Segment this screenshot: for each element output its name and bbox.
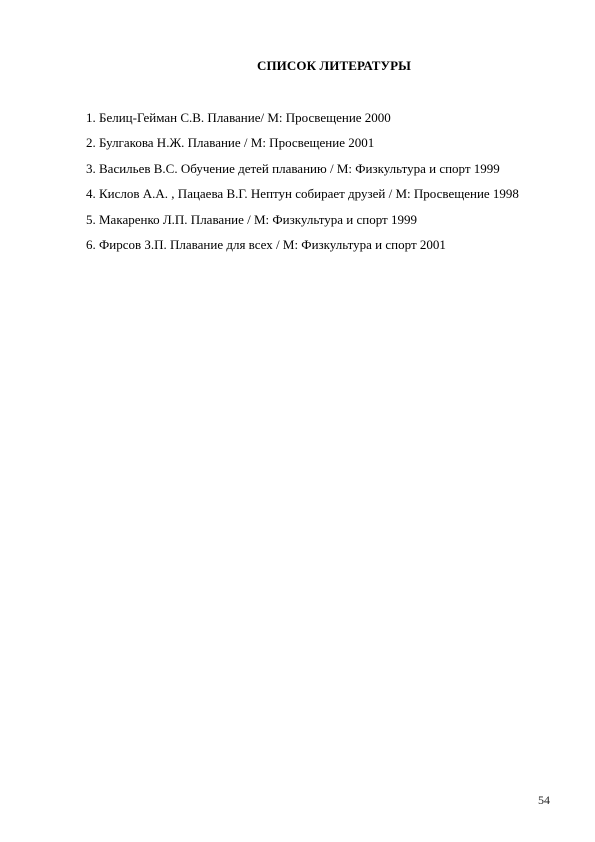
- page-number: 54: [538, 793, 550, 807]
- reference-item: 2. Булгакова Н.Ж. Плавание / М: Просвещение 2001: [86, 135, 375, 151]
- reference-item: 1. Белиц-Гейман С.В. Плавание/ М: Просвещение 2000: [86, 110, 391, 125]
- reference-item: 5. Макаренко Л.П. Плавание / М: Физкультура и спорт 1999: [86, 211, 417, 227]
- reference-item: 6. Фирсов З.П. Плавание для всех / М: Физкультура и спорт 2001: [86, 236, 446, 252]
- reference-list: [86, 110, 519, 262]
- page-title: СПИСОК ЛИТЕРАТУРЫ: [256, 58, 412, 73]
- reference-item: 3. Васильев В.С. Обучение детей плаванию / М: Физкультура и спорт 1999: [86, 160, 500, 176]
- reference-item: 4. Кислов А.А. , Пацаева В.Г. Нептун собирает друзей / М: Просвещение 1998: [86, 186, 519, 202]
